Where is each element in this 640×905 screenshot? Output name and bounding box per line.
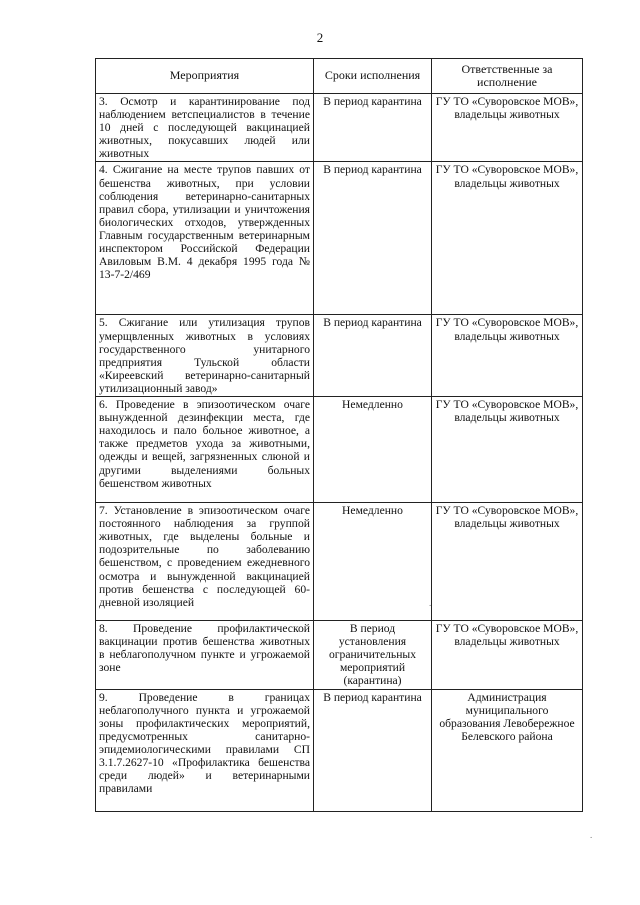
activity-cell: 8. Проведение профилактической вакцинации против бешенства животных в неблагополучном пункте и угрожаемой зоне <box>96 621 314 689</box>
table-row <box>96 397 583 503</box>
responsible-cell: ГУ ТО «Суворовское МОВ», владельцы животных <box>432 162 583 315</box>
table-row <box>96 689 583 811</box>
term-cell: В период карантина <box>314 94 432 162</box>
responsible-cell: ГУ ТО «Суворовское МОВ», владельцы животных <box>432 94 583 162</box>
activity-cell: 4. Сжигание на месте трупов павших от бешенства животных, при условии соблюдения ветеринарно-санитарных правил сбора, утилизации и уничтожения биологических отходов, утвержденных Главным государственным ветеринарным инспектором Российской Федерации Авиловым В.М. 4 декабря 1995 года № 13-7-2/469 <box>96 162 314 315</box>
term-cell: В период карантина <box>314 689 432 811</box>
scan-dot-mark: . <box>429 598 432 608</box>
responsible-cell: ГУ ТО «Суворовское МОВ», владельцы животных <box>432 315 583 397</box>
responsible-cell: Администрация муниципального образования Левобережное Белевского района <box>432 689 583 811</box>
activity-cell: 7. Установление в эпизоотическом очаге постоянного наблюдения за группой животных, где выделены больные и подозрительные по заболеванию бешенством, с проведением ежедневного осмотра и вынужденной вакцинацией против бешенства с последующей 60-дневной изоляцией <box>96 503 314 621</box>
scan-dot-mark: . <box>590 830 593 840</box>
term-cell: В период карантина <box>314 315 432 397</box>
table-row <box>96 94 583 162</box>
responsible-cell: ГУ ТО «Суворовское МОВ», владельцы животных <box>432 503 583 621</box>
header-responsible: Ответственные за исполнение <box>432 59 583 94</box>
responsible-cell: ГУ ТО «Суворовское МОВ», владельцы животных <box>432 397 583 503</box>
activity-cell: 5. Сжигание или утилизация трупов умерщвленных животных в условиях государственного унитарного предприятия Тульской области «Киреевский ветеринарно-санитарный утилизационный завод» <box>96 315 314 397</box>
term-cell: Немедленно <box>314 397 432 503</box>
table-header-row <box>96 59 583 94</box>
activity-cell: 9. Проведение в границах неблагополучного пункта и угрожаемой зоны профилактических мероприятий, предусмотренных санитарно-эпидемиологическими правилами СП 3.1.7.2627-10 «Профилактика бешенства среди людей» и ветеринарными правилами <box>96 689 314 811</box>
term-cell: В период установления ограничительных мероприятий (карантина) <box>314 621 432 689</box>
activity-cell: 3. Осмотр и карантинирование под наблюдением ветспециалистов в течение 10 дней с последующей вакцинацией животных, покусавших людей или животных <box>96 94 314 162</box>
table-row <box>96 162 583 315</box>
responsible-cell: ГУ ТО «Суворовское МОВ», владельцы животных <box>432 621 583 689</box>
header-activity: Мероприятия <box>96 59 314 94</box>
table-row <box>96 315 583 397</box>
measures-table <box>95 58 583 812</box>
term-cell: Немедленно <box>314 503 432 621</box>
term-cell: В период карантина <box>314 162 432 315</box>
activity-cell: 6. Проведение в эпизоотическом очаге вынужденной дезинфекции места, где находилось и пало больное животное, а также предметов ухода за животными, одежды и вещей, загрязненных слюной и другими выделениями больных бешенством животных <box>96 397 314 503</box>
header-term: Сроки исполнения <box>314 59 432 94</box>
table-row <box>96 503 583 621</box>
table-row <box>96 621 583 689</box>
page-number: 2 <box>316 30 324 45</box>
